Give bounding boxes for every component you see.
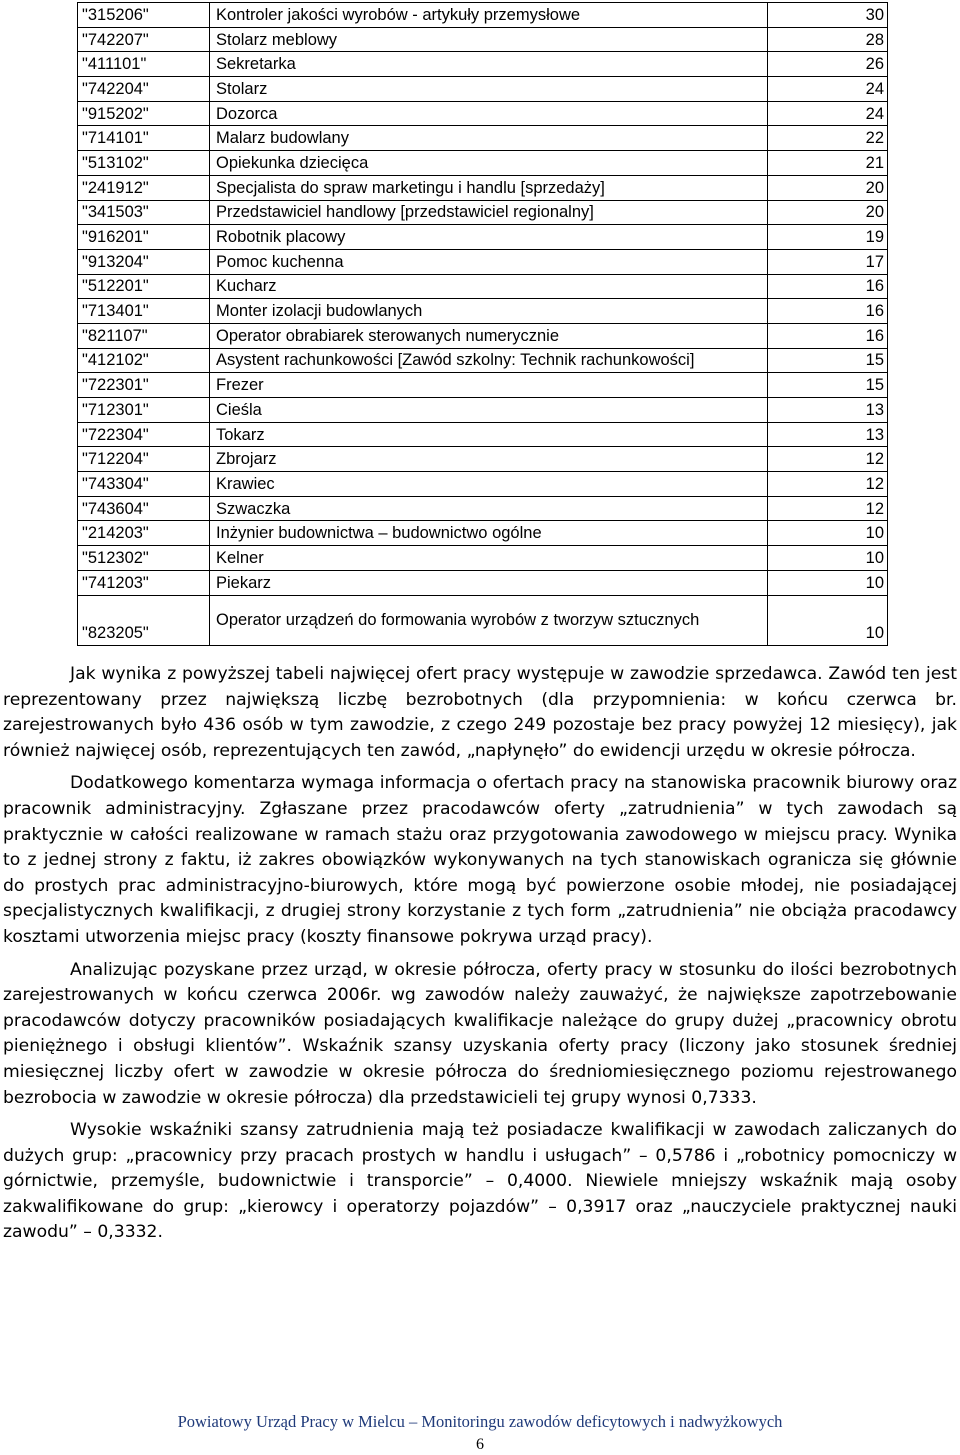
occupation-name-cell: Zbrojarz bbox=[210, 447, 768, 472]
table-row bbox=[78, 274, 888, 299]
occupation-code-cell: "512302" bbox=[78, 546, 210, 571]
table-row bbox=[78, 175, 888, 200]
occupation-name-cell: Szwaczka bbox=[210, 496, 768, 521]
occupation-code-cell: "315206" bbox=[78, 3, 210, 28]
occupation-name-cell: Piekarz bbox=[210, 570, 768, 595]
table-row bbox=[78, 595, 888, 645]
occupation-name-cell: Tokarz bbox=[210, 422, 768, 447]
offer-count-cell: 16 bbox=[768, 299, 888, 324]
offer-count-cell: 22 bbox=[768, 126, 888, 151]
occupation-name-cell: Stolarz meblowy bbox=[210, 27, 768, 52]
offer-count-cell: 10 bbox=[768, 546, 888, 571]
table-row bbox=[78, 3, 888, 28]
table-row bbox=[78, 323, 888, 348]
offer-count-cell: 30 bbox=[768, 3, 888, 28]
occupation-name-cell: Sekretarka bbox=[210, 52, 768, 77]
offer-count-cell: 19 bbox=[768, 225, 888, 250]
paragraph-2: Dodatkowego komentarza wymaga informacja o ofertach pracy na stanowiska pracownik biurowy oraz pracownik administracyjny. Zgłaszane przez pracodawców oferty „zatrudnienia” w tych zawodach są praktycznie w całości realizowane w ramach stażu oraz przygotowania zawodowego w miejscu pracy. Wynika to z jednej strony z faktu, iż zakres obowiązków wykonywanych na tych stanowiskach ogranicza się głównie do prostych prac administracyjno-biurowych, które mogą być powierzone osobie młodej, nie posiadającej specjalistycznych kwalifikacji, z drugiej strony korzystanie z tych form „zatrudnienia” nie obciąża pracodawcy kosztami utworzenia miejsc pracy (koszty finansowe pokrywa urząd pracy). bbox=[3, 773, 957, 947]
occupation-name-cell: Przedstawiciel handlowy [przedstawiciel regionalny] bbox=[210, 200, 768, 225]
occupation-code-cell: "823205" bbox=[78, 595, 210, 645]
occupation-code-cell: "214203" bbox=[78, 521, 210, 546]
occupations-table bbox=[77, 2, 888, 646]
occupation-code-cell: "712301" bbox=[78, 398, 210, 423]
table-row bbox=[78, 373, 888, 398]
occupation-name-cell: Frezer bbox=[210, 373, 768, 398]
table-row bbox=[78, 398, 888, 423]
occupation-name-cell: Monter izolacji budowlanych bbox=[210, 299, 768, 324]
occupation-name-cell: Specjalista do spraw marketingu i handlu [sprzedaży] bbox=[210, 175, 768, 200]
offer-count-cell: 24 bbox=[768, 77, 888, 102]
table-row bbox=[78, 299, 888, 324]
offer-count-cell: 21 bbox=[768, 151, 888, 176]
occupation-code-cell: "821107" bbox=[78, 323, 210, 348]
occupation-code-cell: "916201" bbox=[78, 225, 210, 250]
offer-count-cell: 10 bbox=[768, 570, 888, 595]
offer-count-cell: 12 bbox=[768, 447, 888, 472]
occupation-name-cell: Robotnik placowy bbox=[210, 225, 768, 250]
offer-count-cell: 28 bbox=[768, 27, 888, 52]
table-row bbox=[78, 101, 888, 126]
offer-count-cell: 12 bbox=[768, 472, 888, 497]
offer-count-cell: 13 bbox=[768, 398, 888, 423]
occupation-code-cell: "741203" bbox=[78, 570, 210, 595]
offer-count-cell: 26 bbox=[768, 52, 888, 77]
table-row bbox=[78, 27, 888, 52]
table-row bbox=[78, 52, 888, 77]
offer-count-cell: 12 bbox=[768, 496, 888, 521]
offer-count-cell: 16 bbox=[768, 274, 888, 299]
occupation-code-cell: "513102" bbox=[78, 151, 210, 176]
paragraph-1: Jak wynika z powyższej tabeli najwięcej ofert pracy występuje w zawodzie sprzedawca. Zawód ten jest reprezentowany przez największą liczbę bezrobotnych (dla przypomnienia: w końcu czerwca br. zarejestrowanych było 436 osób w tym zawodzie, z czego 249 pozostaje bez pracy powyżej 12 miesięcy), jak również najwięcej osób, reprezentujących ten zawód, „napłynęło” do ewidencji urzędu w okresie półrocza. bbox=[3, 664, 957, 761]
page-footer: Powiatowy Urząd Pracy w Mielcu – Monitoringu zawodów deficytowych i nadwyżkowych bbox=[177, 1412, 783, 1431]
occupation-name-cell: Operator urządzeń do formowania wyrobów z tworzyw sztucznych bbox=[210, 595, 768, 645]
page-number: 6 bbox=[476, 1436, 484, 1453]
offer-count-cell: 17 bbox=[768, 249, 888, 274]
occupation-code-cell: "743304" bbox=[78, 472, 210, 497]
occupation-code-cell: "241912" bbox=[78, 175, 210, 200]
table-row bbox=[78, 447, 888, 472]
occupation-code-cell: "341503" bbox=[78, 200, 210, 225]
offer-count-cell: 20 bbox=[768, 175, 888, 200]
table-row bbox=[78, 225, 888, 250]
table-row bbox=[78, 422, 888, 447]
offer-count-cell: 15 bbox=[768, 348, 888, 373]
table-row bbox=[78, 546, 888, 571]
offer-count-cell: 10 bbox=[768, 595, 888, 645]
body-text bbox=[3, 662, 957, 1253]
occupation-code-cell: "713401" bbox=[78, 299, 210, 324]
table-row bbox=[78, 126, 888, 151]
offer-count-cell: 13 bbox=[768, 422, 888, 447]
occupation-name-cell: Kelner bbox=[210, 546, 768, 571]
occupation-name-cell: Cieśla bbox=[210, 398, 768, 423]
occupation-code-cell: "722301" bbox=[78, 373, 210, 398]
occupation-name-cell: Dozorca bbox=[210, 101, 768, 126]
table-row bbox=[78, 348, 888, 373]
occupation-name-cell: Stolarz bbox=[210, 77, 768, 102]
offer-count-cell: 15 bbox=[768, 373, 888, 398]
occupation-code-cell: "722304" bbox=[78, 422, 210, 447]
occupation-code-cell: "742204" bbox=[78, 77, 210, 102]
occupation-code-cell: "412102" bbox=[78, 348, 210, 373]
paragraph-3: Analizując pozyskane przez urząd, w okresie półrocza, oferty pracy w stosunku do ilości bezrobotnych zarejestrowanych w końcu czerwca 2006r. wg zawodów należy zauważyć, że największe zapotrzebowanie pracodawców dotyczy pracowników posiadających kwalifikacje należące do grupy dużej „pracownicy obrotu pieniężnego i obsługi klientów”. Wskaźnik szansy uzyskania oferty pracy (liczony jako stosunek średniej miesięcznej liczby ofert w zawodzie w okresie półrocza do średniomiesięcznego poziomu rejestrowanego bezrobocia w zawodzie w okresie półrocza) dla przedstawicieli tej grupy wynosi 0,7333. bbox=[3, 959, 957, 1108]
offer-count-cell: 20 bbox=[768, 200, 888, 225]
paragraph-4: Wysokie wskaźniki szansy zatrudnienia mają też posiadacze kwalifikacji w zawodach zaliczanych do dużych grup: „pracownicy przy pracach prostych w handlu i usługach” – 0,5786 i „robotnicy pomocniczy w górnictwie, przemyśle, budownictwie i transporcie” – 0,4000. Niewiele mniejszy wskaźnik mają osoby zakwalifikowane do grup: „kierowcy i operatorzy pojazdów” – 0,3917 oraz „nauczyciele praktycznej nauki zawodu” – 0,3332. bbox=[3, 1120, 957, 1243]
occupation-name-cell: Operator obrabiarek sterowanych numerycznie bbox=[210, 323, 768, 348]
occupation-name-cell: Asystent rachunkowości [Zawód szkolny: Technik rachunkowości] bbox=[210, 348, 768, 373]
offer-count-cell: 24 bbox=[768, 101, 888, 126]
occupation-code-cell: "743604" bbox=[78, 496, 210, 521]
occupation-code-cell: "913204" bbox=[78, 249, 210, 274]
occupation-code-cell: "742207" bbox=[78, 27, 210, 52]
table-row bbox=[78, 496, 888, 521]
table-row bbox=[78, 472, 888, 497]
occupation-code-cell: "411101" bbox=[78, 52, 210, 77]
occupation-name-cell: Kucharz bbox=[210, 274, 768, 299]
table-row bbox=[78, 200, 888, 225]
occupation-name-cell: Krawiec bbox=[210, 472, 768, 497]
table-row bbox=[78, 151, 888, 176]
occupation-code-cell: "512201" bbox=[78, 274, 210, 299]
occupation-name-cell: Opiekunka dziecięca bbox=[210, 151, 768, 176]
offer-count-cell: 16 bbox=[768, 323, 888, 348]
offer-count-cell: 10 bbox=[768, 521, 888, 546]
table-row bbox=[78, 570, 888, 595]
table-row bbox=[78, 77, 888, 102]
table-row bbox=[78, 249, 888, 274]
occupation-code-cell: "915202" bbox=[78, 101, 210, 126]
occupation-name-cell: Pomoc kuchenna bbox=[210, 249, 768, 274]
occupations-table-body bbox=[78, 3, 888, 646]
occupation-code-cell: "712204" bbox=[78, 447, 210, 472]
occupation-name-cell: Malarz budowlany bbox=[210, 126, 768, 151]
table-row bbox=[78, 521, 888, 546]
occupation-code-cell: "714101" bbox=[78, 126, 210, 151]
occupation-name-cell: Inżynier budownictwa – budownictwo ogólne bbox=[210, 521, 768, 546]
occupation-name-cell: Kontroler jakości wyrobów - artykuły przemysłowe bbox=[210, 3, 768, 28]
